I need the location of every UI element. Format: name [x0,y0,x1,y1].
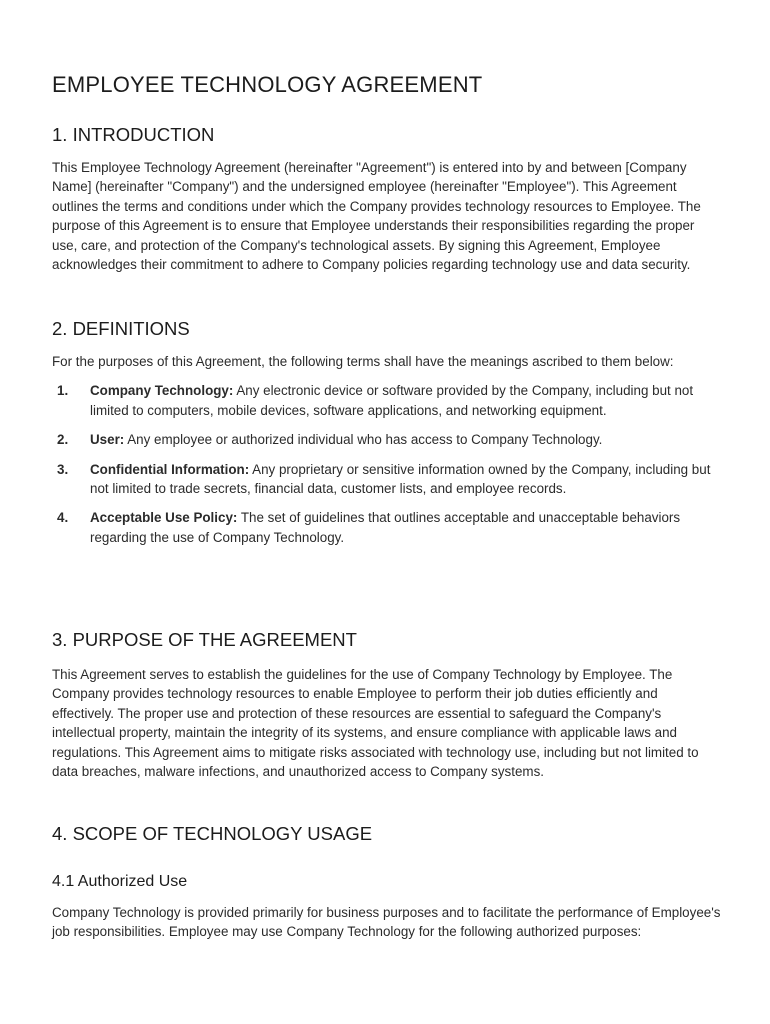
section-paragraph: This Employee Technology Agreement (hereinafter "Agreement") is entered into by and between [Company Name] (hereinafter "Company") and the undersigned employee (hereinafter "Employee"). This Agreement outlines the terms and conditions under which the Company provides technology resources to Employee. The purpose of this Agreement is to ensure that Employee understands their responsibilities regarding the proper use, care, and protection of the Company's technological assets. By signing this Agreement, Employee acknowledges their commitment to adhere to Company policies regarding technology use and data security. [52,160,701,273]
subsection-heading: 4.1 Authorized Use [52,873,188,890]
section-introduction [52,124,722,274]
definition-number: 1. [57,383,69,399]
definitions-list [52,381,722,547]
section-paragraph: This Agreement serves to establish the guidelines for the use of Company Technology by Employee. The Company provides technology resources to enable Employee to perform their job duties efficiently and effectively. The proper use and protection of these resources are essential to safeguard the Company's intellectual property, maintain the integrity of its systems, and ensure compliance with applicable laws and regulations. This Agreement aims to mitigate risks associated with technology use, including but not limited to data breaches, malware infections, and unauthorized access to Company systems. [52,667,699,780]
definition-number: 3. [57,461,69,477]
section-heading: 3. PURPOSE OF THE AGREEMENT [52,629,357,650]
definition-text: Any proprietary or sensitive information owned by the Company, including but not limited to trade secrets, financial data, customer lists, and employee records. [90,461,711,497]
section-scope [52,823,722,942]
section-definitions [52,318,722,547]
section-purpose [52,629,722,781]
section-heading: 4. SCOPE OF TECHNOLOGY USAGE [52,823,373,844]
definition-term: User: [90,432,125,448]
definition-text: Any electronic device or software provided by the Company, including but not limited to computers, mobile devices, software applications, and networking equipment. [90,383,694,418]
document-title: EMPLOYEE TECHNOLOGY AGREEMENT [52,72,483,97]
definition-number: 4. [57,510,69,526]
definition-item [52,381,722,420]
definition-text: Any employee or authorized individual who has access to Company Technology. [124,432,603,448]
definition-item [52,460,722,499]
section-paragraph: Company Technology is provided primarily for business purposes and to facilitate the performance of Employee's job responsibilities. Employee may use Company Technology for the following authorized purposes: [52,905,721,940]
section-paragraph: For the purposes of this Agreement, the following terms shall have the meanings ascribed to them below: [52,354,674,369]
definition-term: Acceptable Use Policy: [90,510,238,526]
section-heading: 1. INTRODUCTION [52,124,215,145]
definition-item [52,430,722,449]
section-heading: 2. DEFINITIONS [52,318,190,339]
definition-item [52,508,722,547]
definition-text: The set of guidelines that outlines acceptable and unacceptable behaviors regarding the use of Company Technology. [90,510,681,545]
definition-number: 2. [57,432,69,448]
definition-term: Company Technology: [90,383,234,399]
definition-term: Confidential Information: [90,461,250,477]
